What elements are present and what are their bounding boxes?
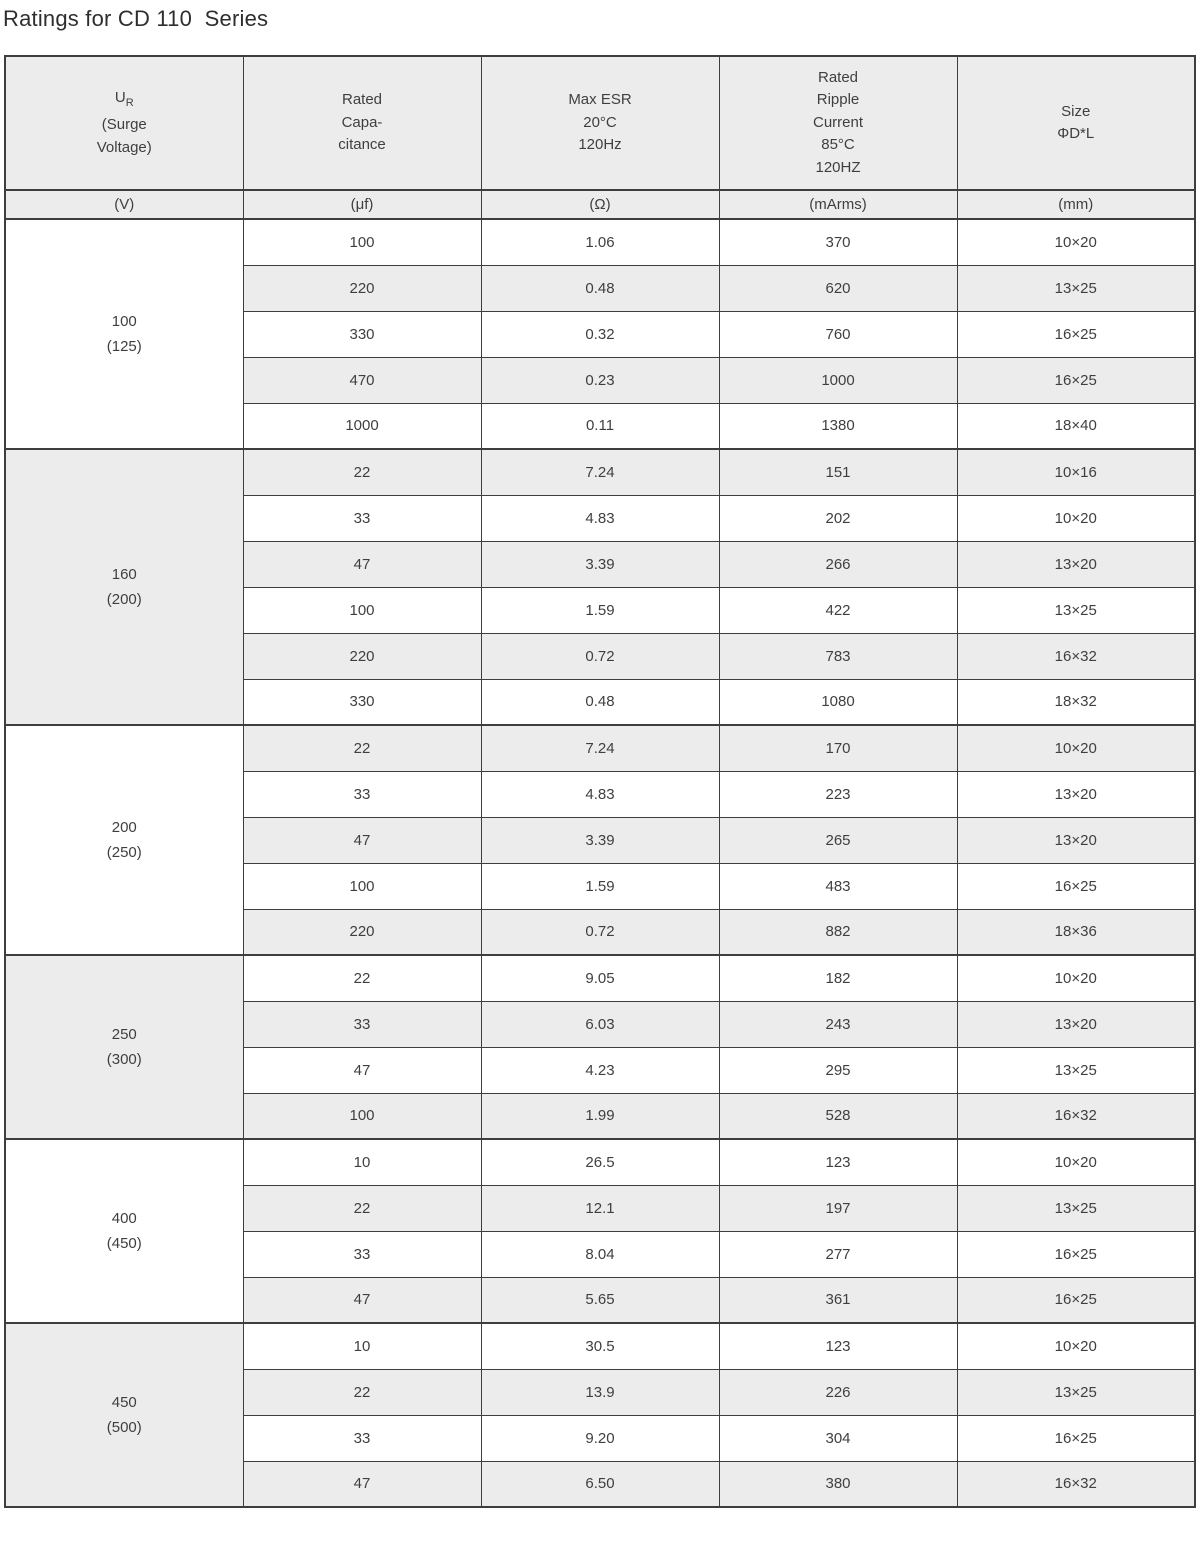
voltage-group-cell — [5, 1139, 243, 1323]
ripple-current-cell: 370 — [719, 219, 957, 265]
header-max-esr: Max ESR 20°C 120Hz — [481, 56, 719, 190]
unit-ripple: (mArms) — [719, 190, 957, 219]
esr-cell: 5.65 — [481, 1277, 719, 1323]
voltage-value: 400 — [111, 1210, 137, 1227]
esr-cell: 3.39 — [481, 817, 719, 863]
capacitance-cell: 47 — [243, 1047, 481, 1093]
voltage-group-cell — [5, 955, 243, 1139]
capacitance-cell: 100 — [243, 863, 481, 909]
size-cell: 16×25 — [957, 357, 1195, 403]
voltage-value: 450 — [111, 1394, 137, 1411]
ripple-current-cell: 760 — [719, 311, 957, 357]
ripple-current-cell: 226 — [719, 1369, 957, 1415]
size-cell: 13×20 — [957, 541, 1195, 587]
voltage-value: 160 — [111, 566, 137, 583]
ripple-current-cell: 483 — [719, 863, 957, 909]
esr-cell: 4.83 — [481, 495, 719, 541]
ripple-current-cell: 422 — [719, 587, 957, 633]
ripple-current-cell: 243 — [719, 1001, 957, 1047]
ripple-current-cell: 223 — [719, 771, 957, 817]
esr-cell: 1.06 — [481, 219, 719, 265]
capacitance-cell: 22 — [243, 449, 481, 495]
esr-cell: 9.05 — [481, 955, 719, 1001]
capacitance-cell: 33 — [243, 1231, 481, 1277]
size-cell: 10×20 — [957, 219, 1195, 265]
unit-voltage: (V) — [5, 190, 243, 219]
capacitance-cell: 100 — [243, 219, 481, 265]
capacitance-cell: 10 — [243, 1139, 481, 1185]
table-row — [5, 955, 1195, 1001]
surge-voltage-value: (200) — [106, 591, 142, 608]
capacitance-cell: 33 — [243, 771, 481, 817]
esr-cell: 0.23 — [481, 357, 719, 403]
size-cell: 10×20 — [957, 725, 1195, 771]
esr-cell: 8.04 — [481, 1231, 719, 1277]
capacitance-cell: 47 — [243, 1277, 481, 1323]
surge-voltage-value: (125) — [106, 338, 142, 355]
header-voltage-symbol: $U_R$ — [114, 88, 134, 109]
capacitance-cell: 22 — [243, 955, 481, 1001]
capacitance-cell: 330 — [243, 679, 481, 725]
ripple-current-cell: 1080 — [719, 679, 957, 725]
header-ripple-current: Rated Ripple Current 85°C 120HZ — [719, 56, 957, 190]
size-cell: 16×25 — [957, 1277, 1195, 1323]
size-cell: 16×25 — [957, 311, 1195, 357]
ripple-current-cell: 123 — [719, 1323, 957, 1369]
esr-cell: 7.24 — [481, 725, 719, 771]
header-voltage-line2: (Surge — [101, 116, 147, 134]
capacitance-cell: 22 — [243, 1185, 481, 1231]
esr-cell: 0.32 — [481, 311, 719, 357]
size-cell: 13×25 — [957, 587, 1195, 633]
esr-cell: 4.83 — [481, 771, 719, 817]
ripple-current-cell: 361 — [719, 1277, 957, 1323]
size-cell: 16×25 — [957, 863, 1195, 909]
capacitance-cell: 33 — [243, 495, 481, 541]
size-cell: 16×25 — [957, 1231, 1195, 1277]
surge-voltage-value: (250) — [106, 844, 142, 861]
capacitance-cell: 220 — [243, 265, 481, 311]
header-size: Size ΦD*L — [957, 56, 1195, 190]
size-cell: 10×20 — [957, 955, 1195, 1001]
capacitance-cell: 220 — [243, 633, 481, 679]
voltage-group-cell — [5, 449, 243, 725]
esr-cell: 4.23 — [481, 1047, 719, 1093]
header-row — [5, 56, 1195, 190]
unit-size: (mm) — [957, 190, 1195, 219]
page-title: Ratings for CD 110 Series — [3, 6, 269, 31]
table-row — [5, 219, 1195, 265]
size-cell: 10×16 — [957, 449, 1195, 495]
esr-cell: 6.50 — [481, 1461, 719, 1507]
voltage-group-cell — [5, 219, 243, 449]
header-voltage-line3: Voltage) — [96, 138, 152, 156]
esr-cell: 13.9 — [481, 1369, 719, 1415]
size-cell: 10×20 — [957, 1139, 1195, 1185]
capacitance-cell: 47 — [243, 1461, 481, 1507]
ripple-current-cell: 295 — [719, 1047, 957, 1093]
unit-esr: (Ω) — [481, 190, 719, 219]
table-body — [5, 219, 1195, 1507]
ripple-current-cell: 1000 — [719, 357, 957, 403]
esr-cell: 3.39 — [481, 541, 719, 587]
ripple-current-cell: 266 — [719, 541, 957, 587]
esr-cell: 1.99 — [481, 1093, 719, 1139]
voltage-group-cell — [5, 1323, 243, 1507]
capacitance-cell: 47 — [243, 541, 481, 587]
size-cell: 13×20 — [957, 817, 1195, 863]
size-cell: 13×25 — [957, 1047, 1195, 1093]
capacitance-cell: 10 — [243, 1323, 481, 1369]
ripple-current-cell: 277 — [719, 1231, 957, 1277]
ripple-current-cell: 202 — [719, 495, 957, 541]
capacitance-cell: 100 — [243, 1093, 481, 1139]
unit-capacitance: (μf) — [243, 190, 481, 219]
ripple-current-cell: 783 — [719, 633, 957, 679]
table-header — [5, 56, 1195, 219]
ripple-current-cell: 151 — [719, 449, 957, 495]
esr-cell: 6.03 — [481, 1001, 719, 1047]
ripple-current-cell: 265 — [719, 817, 957, 863]
size-cell: 16×25 — [957, 1415, 1195, 1461]
esr-cell: 0.72 — [481, 909, 719, 955]
size-cell: 18×40 — [957, 403, 1195, 449]
ripple-current-cell: 197 — [719, 1185, 957, 1231]
esr-cell: 0.72 — [481, 633, 719, 679]
ripple-current-cell: 380 — [719, 1461, 957, 1507]
voltage-value: 100 — [111, 313, 137, 330]
ripple-current-cell: 620 — [719, 265, 957, 311]
voltage-value: 250 — [111, 1026, 137, 1043]
units-row — [5, 190, 1195, 219]
size-cell: 18×36 — [957, 909, 1195, 955]
esr-cell: 0.48 — [481, 679, 719, 725]
voltage-value: 200 — [111, 819, 137, 836]
esr-cell: 7.24 — [481, 449, 719, 495]
capacitance-cell: 33 — [243, 1415, 481, 1461]
esr-cell: 9.20 — [481, 1415, 719, 1461]
size-cell: 16×32 — [957, 1461, 1195, 1507]
ripple-current-cell: 1380 — [719, 403, 957, 449]
voltage-group-cell — [5, 725, 243, 955]
ratings-table — [4, 55, 1196, 1508]
table-row — [5, 1139, 1195, 1185]
ripple-current-cell: 882 — [719, 909, 957, 955]
size-cell: 18×32 — [957, 679, 1195, 725]
size-cell: 13×25 — [957, 1369, 1195, 1415]
header-rated-capacitance: Rated Capa- citance — [243, 56, 481, 190]
esr-cell: 26.5 — [481, 1139, 719, 1185]
size-cell: 16×32 — [957, 1093, 1195, 1139]
size-cell: 10×20 — [957, 1323, 1195, 1369]
esr-cell: 30.5 — [481, 1323, 719, 1369]
table-row — [5, 449, 1195, 495]
size-cell: 13×20 — [957, 771, 1195, 817]
table-row — [5, 725, 1195, 771]
esr-cell: 12.1 — [481, 1185, 719, 1231]
capacitance-cell: 22 — [243, 725, 481, 771]
surge-voltage-value: (450) — [106, 1235, 142, 1252]
esr-cell: 0.48 — [481, 265, 719, 311]
ripple-current-cell: 304 — [719, 1415, 957, 1461]
table-row — [5, 1323, 1195, 1369]
ripple-current-cell: 123 — [719, 1139, 957, 1185]
esr-cell: 1.59 — [481, 587, 719, 633]
size-cell: 13×20 — [957, 1001, 1195, 1047]
esr-cell: 1.59 — [481, 863, 719, 909]
size-cell: 13×25 — [957, 1185, 1195, 1231]
surge-voltage-value: (500) — [106, 1419, 142, 1436]
capacitance-cell: 330 — [243, 311, 481, 357]
esr-cell: 0.11 — [481, 403, 719, 449]
header-surge-voltage — [5, 56, 243, 190]
capacitance-cell: 47 — [243, 817, 481, 863]
ripple-current-cell: 170 — [719, 725, 957, 771]
capacitance-cell: 33 — [243, 1001, 481, 1047]
capacitance-cell: 470 — [243, 357, 481, 403]
capacitance-cell: 22 — [243, 1369, 481, 1415]
size-cell: 13×25 — [957, 265, 1195, 311]
capacitance-cell: 220 — [243, 909, 481, 955]
size-cell: 16×32 — [957, 633, 1195, 679]
ripple-current-cell: 182 — [719, 955, 957, 1001]
size-cell: 10×20 — [957, 495, 1195, 541]
capacitance-cell: 1000 — [243, 403, 481, 449]
surge-voltage-value: (300) — [106, 1051, 142, 1068]
capacitance-cell: 100 — [243, 587, 481, 633]
ripple-current-cell: 528 — [719, 1093, 957, 1139]
